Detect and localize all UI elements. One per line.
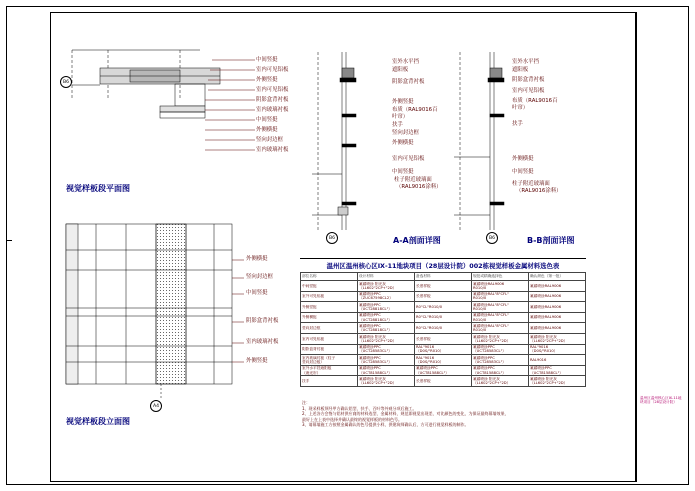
section-b-label: 布质（RAL9016百 <box>512 98 558 104</box>
table-header-cell: 部位名称 <box>301 273 358 281</box>
table-cell: 长度样板 <box>415 291 472 302</box>
table-row <box>301 376 586 387</box>
plan-label: 竖向封边框 <box>256 137 283 143</box>
section-b-label: 扶手 <box>512 121 523 127</box>
table-cell: 氟碳喷涂PPC （UCT81588CL"） <box>358 365 415 376</box>
section-a-label: 布质（RAL9016百 <box>392 107 438 113</box>
table-cell: 竖向封边框 <box>301 323 358 334</box>
margin-tick <box>6 240 12 241</box>
table-cell: 氟碳喷涂RAL"8"CFL" R010/0 <box>472 291 529 302</box>
table-cell: R0"CL"R010/0 <box>415 302 472 313</box>
table-cell: 氟碳喷涂PPC （UCT28818CL"） <box>358 302 415 313</box>
elevation-grid-bubble: A4 <box>150 400 162 412</box>
table-cell: 氟碳喷涂RAL9006 <box>529 291 586 302</box>
section-a-label: 室外水平挡 <box>392 59 419 65</box>
table-cell: 氟碳喷涂 阳光灰 （LL602"2CP+"2D） <box>472 376 529 387</box>
table-cell: R0"CL"R010/0 <box>415 312 472 323</box>
table-cell: 氟碳喷涂PPC （UCT28583CL"） <box>472 344 529 355</box>
section-b-label: 遮阳板 <box>512 67 529 73</box>
plan-grid-bubble: B6 <box>60 76 72 88</box>
table-row <box>301 365 586 376</box>
table-cell: 长度样板 <box>415 376 472 387</box>
section-a-label: 柱子附近玻璃面 <box>394 177 432 183</box>
table-cell: 室内玻璃衬板（柱子 竖向封边板） <box>301 355 358 366</box>
table-cell: 氟碳喷涂PPC （UCT28583CL"） <box>358 355 415 366</box>
elevation-drawing <box>66 220 256 405</box>
table-cell: 室外可见铝板 <box>301 291 358 302</box>
elevation-label: 室内玻璃衬板 <box>246 339 279 345</box>
table-header-cell: 规范或精确选择色 <box>472 273 529 281</box>
table-cell: 氟碳喷涂PPC （UCT28583CL"） <box>472 355 529 366</box>
table-cell: 氟碳喷涂PPC （ZUC67598CL2） <box>358 291 415 302</box>
table-cell: 氟碳喷涂 阳光灰 （LL602"2CP+"2D） <box>529 376 586 387</box>
section-a-drawing <box>312 52 392 232</box>
table-row <box>301 344 586 355</box>
table-body <box>301 281 586 387</box>
plan-label: 中间竖挺 <box>256 57 278 63</box>
plan-label: 外侧横挺 <box>256 127 278 133</box>
elevation-title: 视觉样板段立面图 <box>66 417 130 426</box>
elevation-label: 中间竖挺 <box>246 290 268 296</box>
section-b-label: 室内可见铝板 <box>512 88 545 94</box>
section-a-label: 叶帘） <box>392 114 409 120</box>
section-b-label: （RAL9016涂料） <box>516 188 562 194</box>
note-line: 注： <box>302 400 310 405</box>
plan-label: 室内可见铝板 <box>256 67 289 73</box>
table-cell: 氟碳喷涂PPC （UCT28583CL"） <box>358 344 415 355</box>
section-b-label: 中间竖挺 <box>512 169 534 175</box>
title-block-text: 温州区温州核心区Ⅸ-11地块项目（28层设计院） <box>640 396 682 405</box>
table-cell: 氟碳喷涂 阳光灰 （LL602"2CP+"2D） <box>529 333 586 344</box>
table-row <box>301 281 586 292</box>
table-cell: 氟碳喷涂 阳光灰 （LL602"2CP+"2D） <box>358 376 415 387</box>
table-cell: 氟碳喷涂 阳光灰 （LL602"2CP+"2D） <box>358 281 415 292</box>
table-cell: RAL"9016 （D0S/"R010） <box>415 344 472 355</box>
section-a-label: （RAL9016涂料） <box>396 184 442 190</box>
section-a-bubble: B6 <box>326 232 338 244</box>
table-cell: 氟碳喷涂RAL9006 <box>529 302 586 313</box>
table-cell: 外侧横挺 <box>301 312 358 323</box>
plan-label: 室内玻璃衬板 <box>256 147 289 153</box>
table-cell: R0"CL"R010/0 <box>415 323 472 334</box>
material-table <box>300 272 586 387</box>
table-row <box>301 312 586 323</box>
section-a-label: 外侧横挺 <box>392 140 414 146</box>
table-header-row <box>301 273 586 281</box>
table-row <box>301 302 586 313</box>
table-cell: RAL9016 <box>529 355 586 366</box>
table-header-cell: 确认颜色（第一批） <box>529 273 586 281</box>
table-cell: 氟碳喷涂RAL9006 <box>529 281 586 292</box>
note-line: 最好上在上表中选择并确认最终的视觉样板的材料色号。 <box>302 416 402 422</box>
section-a-label: 阴影盒背衬板 <box>392 79 425 85</box>
elevation-label: 外侧横挺 <box>246 256 268 262</box>
section-b-label: 室外水平挡 <box>512 59 539 65</box>
plan-label: 外侧竖挺 <box>256 77 278 83</box>
table-cell: 长度样板 <box>415 281 472 292</box>
table-cell: 室内可见铝板 <box>301 333 358 344</box>
table-cell: 氟碳喷涂 阳光灰 （LL602"2CP+"2D） <box>358 333 415 344</box>
table-title: 温州区温州核心区Ⅸ-11地块项目（28层设计院）002栋视觉样板金属材料选色表 <box>326 262 560 270</box>
table-cell: 氟碳喷涂RAL9006 <box>529 312 586 323</box>
plan-label: 室内玻璃衬板 <box>256 107 289 113</box>
table-notes <box>302 400 586 428</box>
table-cell: 氟碳喷涂PPC （UCT28818CL"） <box>358 312 415 323</box>
table-header-cell: 备选材料 <box>415 273 472 281</box>
plan-drawing <box>60 40 260 180</box>
table-header-cell: 设计材料 <box>358 273 415 281</box>
table-cell: RAL"9016 （D0S/"R010） <box>529 344 586 355</box>
table-cell: 扶手 <box>301 376 358 387</box>
note-line: 3、请幕墙施工方按照金属确认的色号提供小样，供建筑师确认后，方可进行视觉样板的制作。 <box>302 422 469 428</box>
table-cell: 阴影盒背衬板 <box>301 344 358 355</box>
elevation-label: 阴影盒背衬板 <box>246 318 279 324</box>
table-cell: 氟碳喷涂RAL"8"CFL" R010/0 <box>472 323 529 334</box>
table-cell: 氟碳喷涂RAL"8"CFL" R010/0 <box>472 312 529 323</box>
table-cell: 氟碳喷涂PPC （UCT28818CL"） <box>358 323 415 334</box>
section-a-title: A-A剖面详图 <box>393 236 441 245</box>
table-cell: 氟碳喷涂RAL9006 <box>529 323 586 334</box>
section-b-label: 外侧横挺 <box>512 156 534 162</box>
section-a-label: 遮阳板 <box>392 67 409 73</box>
plan-title: 视觉样板段平面图 <box>66 184 130 193</box>
table-cell: 氟碳喷涂RAL"8"CFL" R010/0 <box>472 302 529 313</box>
elevation-label: 竖向封边框 <box>246 274 273 280</box>
section-b-label: 柱子附近玻璃面 <box>512 181 550 187</box>
section-b-label: 阴影盒背衬板 <box>512 77 545 83</box>
table-cell: 长度样板 <box>415 333 472 344</box>
table-cell: 中间竖挺 <box>301 281 358 292</box>
section-b-label: 叶帘） <box>512 105 529 111</box>
elevation-label: 外侧竖挺 <box>246 358 268 364</box>
table-row <box>301 355 586 366</box>
section-a-label: 扶手 <box>392 122 403 128</box>
table-row <box>301 291 586 302</box>
table-row <box>301 333 586 344</box>
table-top-rule <box>300 258 586 259</box>
table-cell: 氟碳喷涂PPC （UCT81588CL"） <box>472 365 529 376</box>
section-a-label: 中间竖挺 <box>392 169 414 175</box>
plan-label: 阴影盒背衬板 <box>256 97 289 103</box>
plan-label: 中间竖挺 <box>256 117 278 123</box>
table-cell: 氟碳喷涂 阳光灰 （LL602"2CP+"2D） <box>472 333 529 344</box>
table-cell: 外侧竖挺 <box>301 302 358 313</box>
note-line: 1、现采样板须经甲方确认铝型、扶手、百叶等外观分项后施工。 <box>302 405 417 411</box>
table-cell: 氟碳喷涂RAL9006 R010/0 <box>472 281 529 292</box>
section-a-label: 室内可见铝板 <box>392 156 425 162</box>
table-cell: RAL"9016 （D0S/"R010） <box>415 355 472 366</box>
title-block-divider <box>636 12 637 482</box>
table-cell: 氟碳喷涂PPC （UCT81588CL"） <box>415 365 472 376</box>
table-cell: 氟碳喷涂PPC （UCT81588CL"） <box>529 365 586 376</box>
plan-label: 室内可见铝板 <box>256 87 289 93</box>
section-b-bubble: B6 <box>486 232 498 244</box>
note-line: 2、上述各方会签与铝材供应商的材料选型、金属材料，规范即视觉出现差、对比颜色的变化，为保证最终幕墙效果， <box>302 411 509 417</box>
table-row <box>301 323 586 334</box>
section-a-label: 竖向封边框 <box>392 130 419 136</box>
table-cell: 室外水平挡遮阳板 （遮光帘） <box>301 365 358 376</box>
section-a-label: 外侧竖挺 <box>392 99 414 105</box>
section-b-title: B-B剖面详图 <box>527 236 575 245</box>
